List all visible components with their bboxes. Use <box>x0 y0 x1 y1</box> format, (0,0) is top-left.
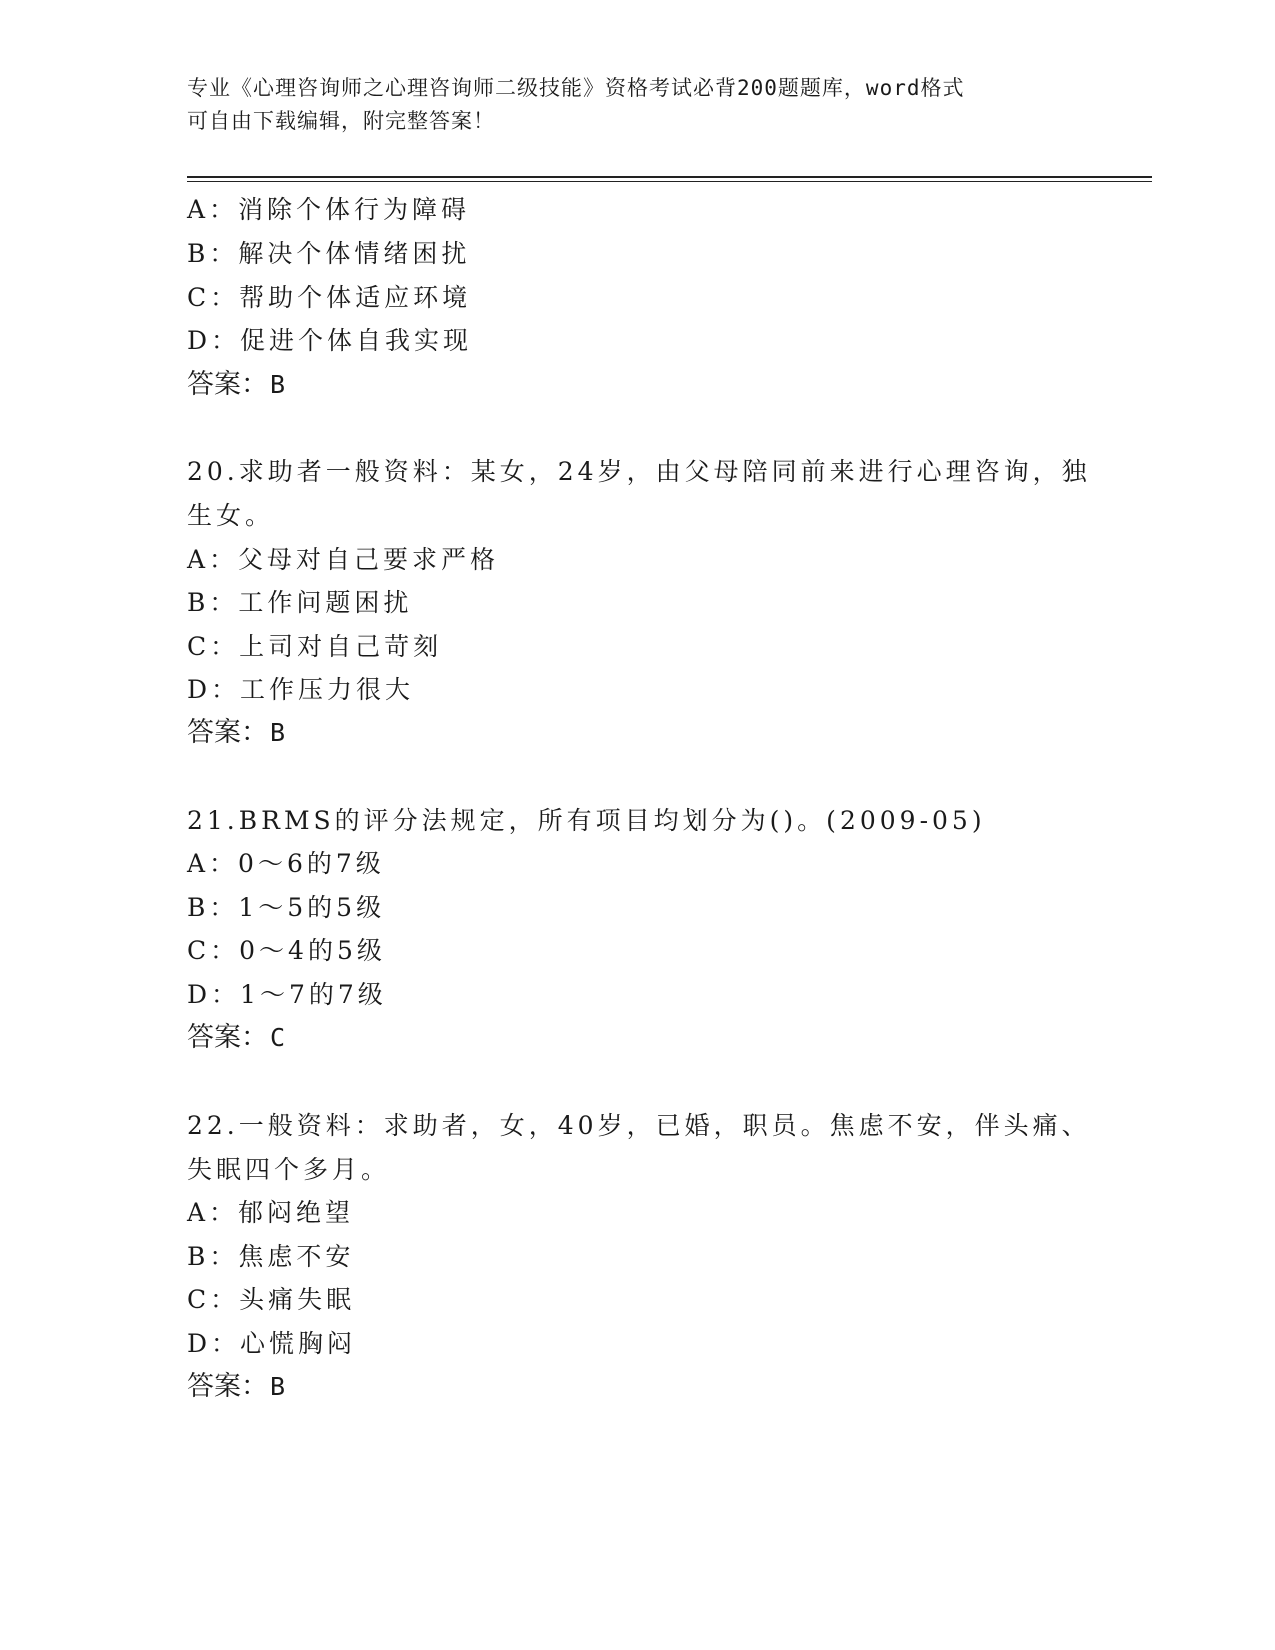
q21-answer <box>187 1021 285 1055</box>
q20-answer <box>187 716 285 750</box>
header-divider-thick <box>187 176 1152 178</box>
q19-option-a: A：消除个体行为障碍 <box>187 195 471 224</box>
header-title-line-1: 专业《心理咨询师之心理咨询师二级技能》资格考试必背200题题库，word格式 <box>187 76 965 100</box>
q19-option-d: D：促进个体自我实现 <box>187 326 473 355</box>
q22-option-b: B：焦虑不安 <box>187 1242 355 1271</box>
q22-stem-line-2: 失眠四个多月。 <box>187 1155 391 1184</box>
q22-answer <box>187 1370 285 1404</box>
q21-option-d: D：1～7的7级 <box>187 980 387 1009</box>
q20-option-c: C：上司对自己苛刻 <box>187 632 443 661</box>
q22-option-c: C：头痛失眠 <box>187 1285 356 1314</box>
answer-value: B <box>270 718 286 747</box>
answer-value: B <box>270 1372 286 1401</box>
answer-label: 答案： <box>187 1371 268 1402</box>
q21-option-b: B：1～5的5级 <box>187 893 386 922</box>
answer-label: 答案： <box>187 369 268 400</box>
q20-option-b: B：工作问题困扰 <box>187 588 413 617</box>
answer-label: 答案： <box>187 1022 268 1053</box>
document-header <box>187 72 1087 138</box>
answer-value: B <box>270 370 286 399</box>
q21-stem-line-1: 21.BRMS的评分法规定，所有项目均划分为()。(2009-05) <box>187 806 986 835</box>
q20-stem-line-2: 生女。 <box>187 501 275 530</box>
answer-label: 答案： <box>187 717 268 748</box>
header-title-line-2: 可自由下载编辑，附完整答案！ <box>187 109 495 133</box>
q20-option-d: D：工作压力很大 <box>187 675 415 704</box>
q21-option-c: C：0～4的5级 <box>187 936 386 965</box>
q19-answer <box>187 368 285 402</box>
q22-option-a: A：郁闷绝望 <box>187 1198 355 1227</box>
q20-stem-line-1: 20.求助者一般资料：某女，24岁，由父母陪同前来进行心理咨询，独 <box>187 457 1091 486</box>
q21-option-a: A：0～6的7级 <box>187 849 385 878</box>
q19-option-b: B：解决个体情绪困扰 <box>187 239 471 268</box>
q19-option-c: C：帮助个体适应环境 <box>187 283 472 312</box>
q20-option-a: A：父母对自己要求严格 <box>187 545 500 574</box>
q22-option-d: D：心慌胸闷 <box>187 1329 357 1358</box>
answer-value: C <box>270 1023 286 1052</box>
q22-stem-line-1: 22.一般资料：求助者，女，40岁，已婚，职员。焦虑不安，伴头痛、 <box>187 1111 1091 1140</box>
header-divider-thin <box>187 181 1152 182</box>
